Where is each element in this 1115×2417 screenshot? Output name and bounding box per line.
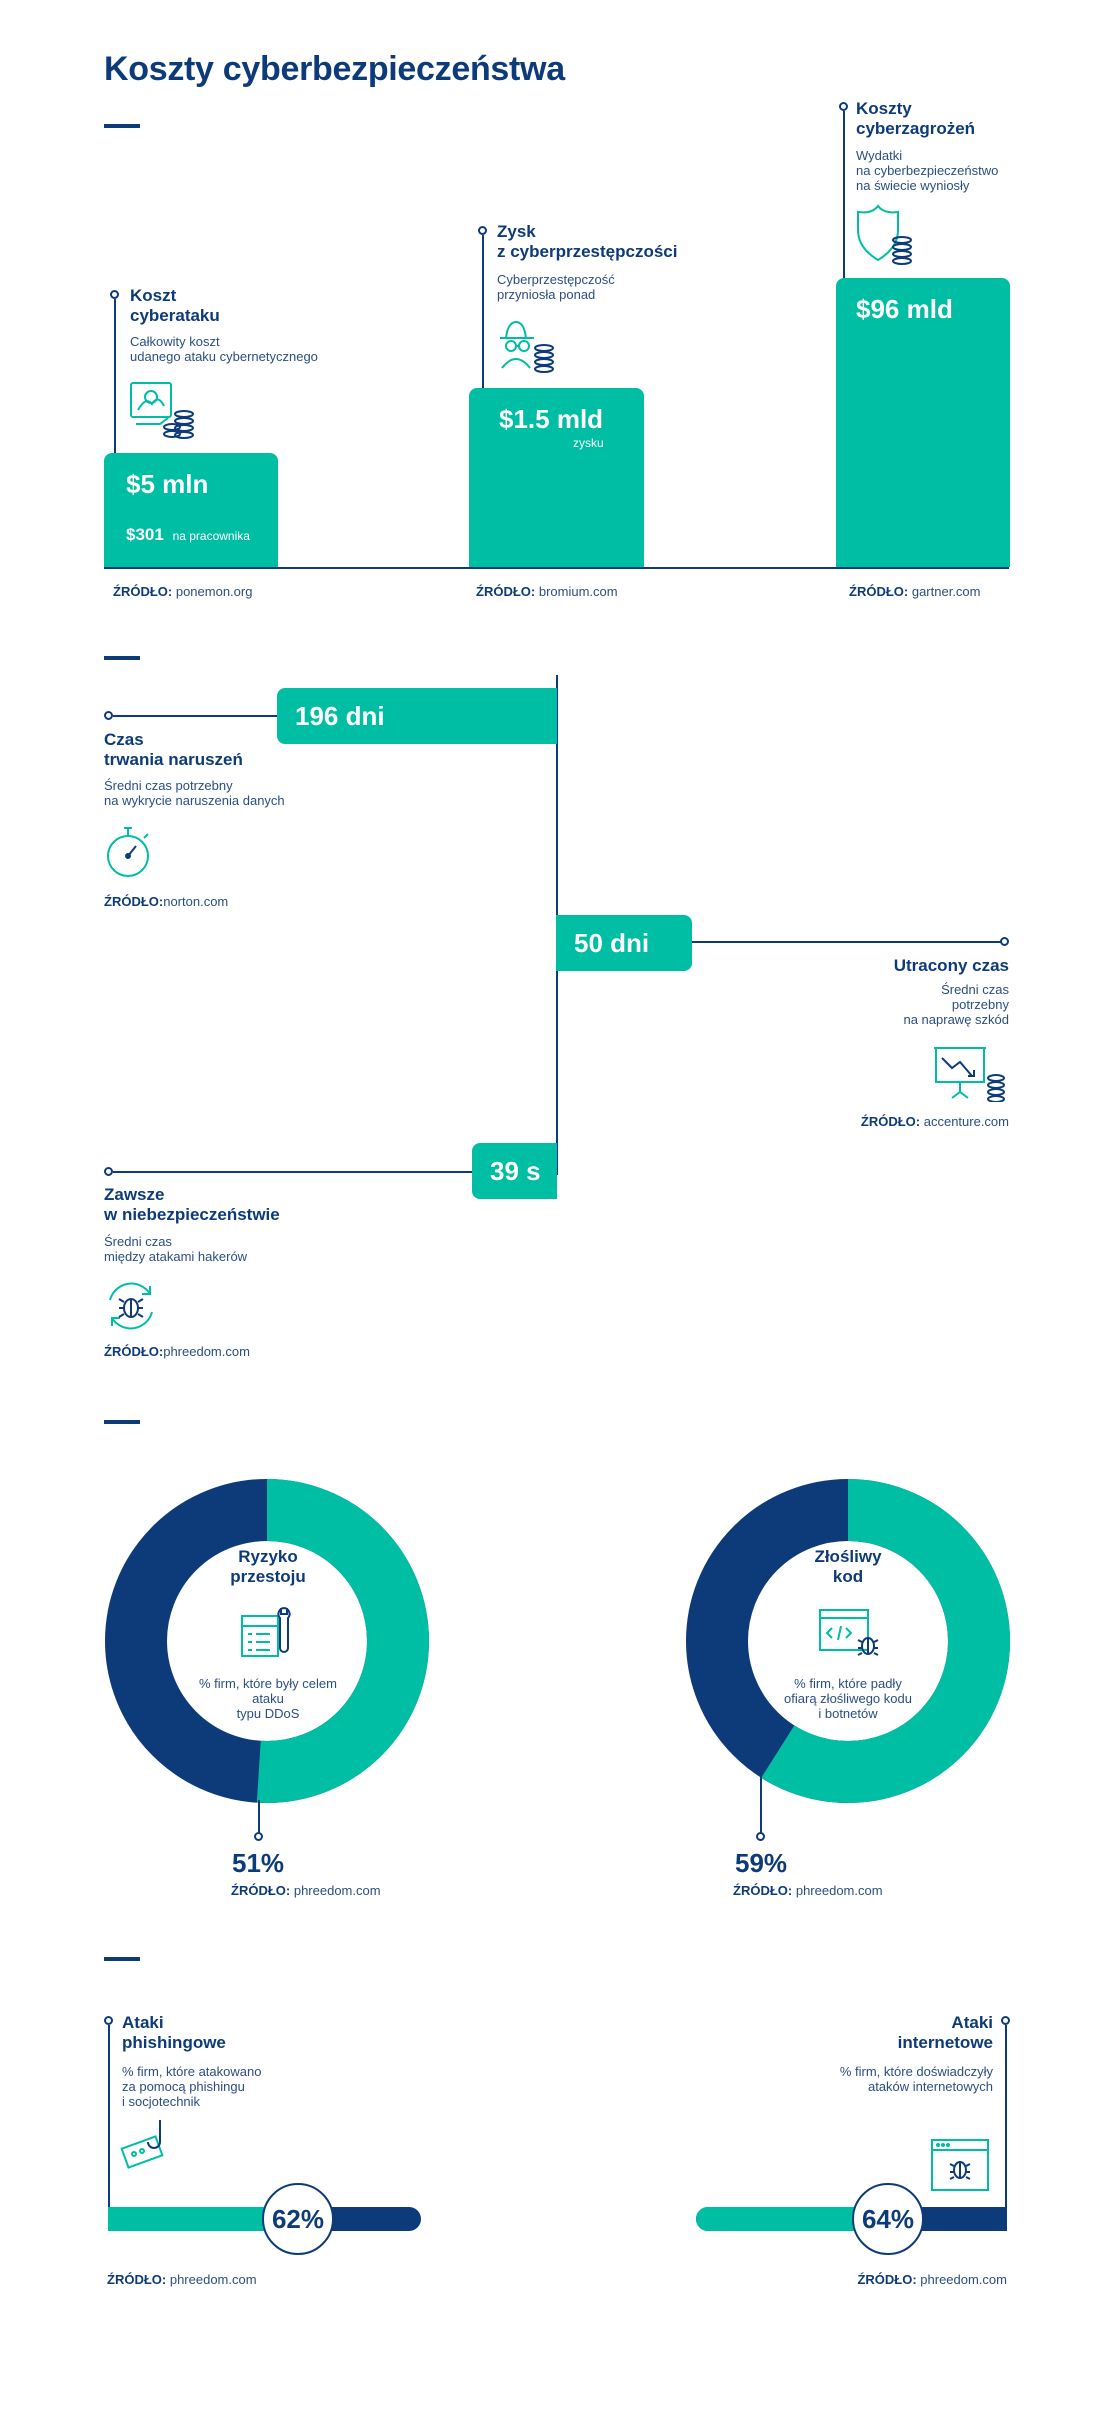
marker-line [258,1800,260,1834]
donut-center-text: Ryzyko przestoju [230,1547,306,1586]
marker-line [760,1774,762,1834]
bar-value: $96 mld [856,294,953,324]
donut-percent: 51% [232,1848,285,1878]
cost-label: Koszt cyberataku [130,286,220,325]
marker-line [482,235,484,390]
bar-cyberthreat-costs [836,278,1010,567]
timeline-desc: Średni czas potrzebny na wykrycie naruszenia danych [104,778,285,808]
chart-baseline [104,567,1009,569]
attack-label: Ataki internetowe [897,2013,993,2052]
bar-cybercrime-profit [469,388,644,567]
shield-coins-icon [854,204,920,266]
marker-dot [756,1832,765,1841]
marker-dot [1001,2016,1010,2025]
source-text: ŹRÓDŁO: bromium.com [476,584,618,599]
attack-desc: % firm, które atakowano za pomocą phishingu i socjotechnik [122,2064,262,2109]
percent-badge: 62% [262,2183,334,2255]
cost-desc: Cyberprzestępczość przyniosła ponad [497,272,615,302]
donut-desc: % firm, które były celem ataku typu DDoS [199,1676,337,1721]
section-divider [104,124,140,128]
timeline-bar-50: 50 dni [556,915,692,971]
bar-sub-value: $301 na pracownika [126,525,250,544]
server-wrench-icon [240,1604,296,1660]
section-divider [104,1420,140,1424]
source-text: ŹRÓDŁO: phreedom.com [231,1883,381,1898]
browser-bug-icon [930,2138,990,2192]
phishing-hook-icon [120,2118,176,2170]
marker-dot [104,2016,113,2025]
source-text: ŹRÓDŁO: phreedom.com [857,2272,1007,2287]
spy-coins-icon [494,316,562,374]
percent-badge: 64% [852,2183,924,2255]
page-title: Koszty cyberbezpieczeństwa [104,50,565,88]
marker-line [1005,2025,1007,2230]
source-text: ŹRÓDŁO: accenture.com [860,1114,1009,1129]
donut-percent: 59% [735,1848,788,1878]
attack-label: Ataki phishingowe [122,2013,226,2052]
timeline-desc: Średni czas między atakami hakerów [104,1234,248,1264]
timeline-bar-196: 196 dni [277,688,557,744]
code-bug-icon [818,1604,880,1660]
timeline-label: Czas trwania naruszeń [104,730,243,769]
section-divider [104,656,140,660]
timeline-desc: Średni czas potrzebny na naprawę szkód [903,982,1009,1027]
marker-dot [104,711,113,720]
timeline-label: Zawsze w niebezpieczeństwie [104,1185,280,1224]
bar-cost-attack [104,453,278,567]
donut-desc: % firm, które padły ofiarą złośliwego kodu i botnetów [784,1676,912,1721]
cost-desc: Całkowity koszt udanego ataku cybernetycznego [130,334,318,364]
bar-sub-text: zysku [573,436,604,450]
cost-label: Koszty cyberzagrożeń [856,99,976,138]
bar-value: $1.5 mld [499,404,604,434]
marker-line [108,2025,110,2230]
marker-dot [254,1832,263,1841]
source-text: ŹRÓDŁO:phreedom.com [104,1344,250,1359]
marker-dot [839,102,848,111]
source-text: ŹRÓDŁO: phreedom.com [107,2272,257,2287]
attack-desc: % firm, które doświadczyły ataków internetowych [839,2064,993,2094]
source-text: ŹRÓDŁO: ponemon.org [113,584,253,599]
marker-line [113,1171,472,1173]
stopwatch-icon [104,824,152,880]
bar-value: $5 mln [126,469,209,499]
marker-dot [104,1167,113,1176]
section-divider [104,1957,140,1961]
timeline-label: Utracony czas [893,956,1009,975]
marker-dot [1000,937,1009,946]
timeline-bar-39s: 39 s [472,1143,557,1199]
marker-dot [110,290,119,299]
marker-dot [478,226,487,235]
source-text: ŹRÓDŁO: gartner.com [849,584,981,599]
source-text: ŹRÓDŁO:norton.com [104,894,229,909]
bug-cycle-icon [102,1278,160,1334]
marker-line [113,715,277,717]
donut-center-text: Złośliwy kod [814,1547,882,1586]
marker-line [843,111,845,279]
cost-desc: Wydatki na cyberbezpieczeństwo na świecie wyniosły [856,148,999,193]
marker-line [114,299,116,454]
presentation-chart-icon [934,1044,1010,1102]
hand-money-icon [128,380,202,442]
marker-line [692,941,1001,943]
source-text: ŹRÓDŁO: phreedom.com [733,1883,883,1898]
cost-label: Zysk z cyberprzestępczości [497,222,678,261]
